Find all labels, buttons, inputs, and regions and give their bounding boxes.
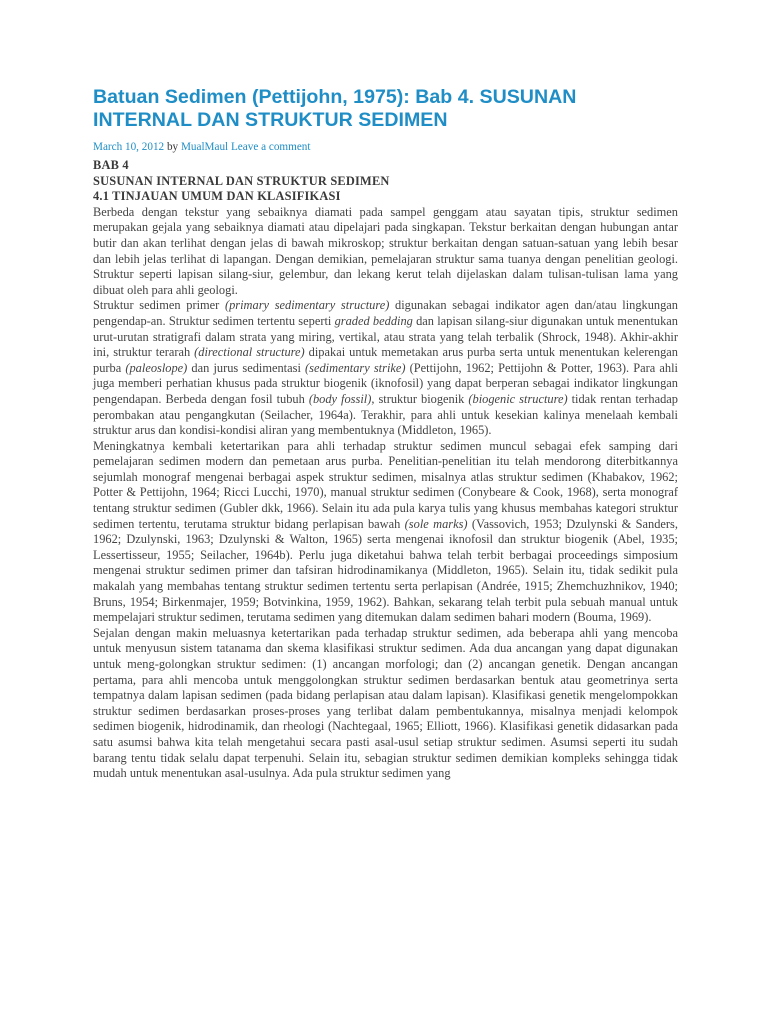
text-run: tidak rentan terhadap perombakan atau pengangkutan (Seilacher, 1964a). Terakhir, para ahli untuk kesekian kalinya menelaah kembali struktur arus dan kondisi-kondisi aliran yang membentuknya (Middleton, 1965). xyxy=(93,391,679,438)
italic-term: (paleoslope) xyxy=(125,360,188,375)
paragraph xyxy=(93,298,678,438)
author-link[interactable]: MualMaul xyxy=(180,141,229,153)
italic-term: (primary sedimentary structure) xyxy=(224,298,390,313)
leave-comment-link[interactable]: Leave a comment xyxy=(230,141,311,153)
text-run: Struktur sedimen primer xyxy=(93,298,225,313)
italic-term: graded bedding xyxy=(334,313,413,328)
post-meta xyxy=(93,140,678,154)
post-date-link[interactable]: March 10, 2012 xyxy=(93,141,165,153)
text-run: dan jurus sedimentasi xyxy=(187,360,306,375)
italic-term: (body fossil) xyxy=(308,391,372,406)
paragraph xyxy=(93,205,678,299)
text-run: Meningkatnya kembali ketertarikan para ahli terhadap struktur sedimen muncul sebagai efek samping dari pemelajaran sedimen modern dan pemetaan arus purba. Penelitian-penelitian itu telah mendorong diterbitkannya sejumlah monograf mengenai berbagai aspek struktur sedimen, misalnya atlas struktur sedimen (Khabakov, 1962; Potter & Pettijohn, 1964; Ricci Lucchi, 1970), manual struktur sedimen (Conybeare & Cook, 1968), serta monograf tentang struktur sedimen (Gubler dkk, 1966). Selain itu ada pula karya tulis yang khusus membahas kategori struktur sedimen tertentu, terutama struktur bidang perlapisan bawah xyxy=(93,438,678,531)
chapter-title: SUSUNAN INTERNAL DAN STRUKTUR SEDIMEN xyxy=(93,173,390,188)
by-label: by xyxy=(164,141,181,153)
post-title: Batuan Sedimen (Pettijohn, 1975): Bab 4. SUSUNAN INTERNAL DAN STRUKTUR SEDIMEN xyxy=(93,86,577,131)
text-run: , struktur biogenik xyxy=(371,391,469,406)
text-run: (Pettijohn, 1962; Pettijohn & Potter, 1963). Para ahli juga memberi perhatian khusus pada struktur biogenik (iknofosil) yang dapat berperan sebagai indikator lingkungan pengendapan. Berbeda dengan fosil tubuh xyxy=(93,360,678,406)
article xyxy=(93,86,678,782)
paragraph xyxy=(93,626,678,782)
italic-term: (sedimentary strike) xyxy=(305,360,406,375)
text-run: digunakan sebagai indikator agen dan/atau lingkungan pengendap-an. Struktur sedimen tertentu seperti xyxy=(93,298,679,328)
text-run: Sejalan dengan makin meluasnya ketertarikan pada terhadap struktur sedimen, ada beberapa ahli yang mencoba untuk menyusun sistem tatanama dan skema klasifikasi struktur sedimen. Ada dua ancangan yang dapat digunakan untuk meng-golongkan struktur sedimen: (1) ancangan morfologi; dan (2) ancangan genetik. Dengan ancangan pertama, para ahli mencoba untuk menggolongkan struktur sedimen berdasarkan bentuk atau geometrinya serta tempatnya dalam lapisan sedimen (pada bidang perlapisan atau dalam lapisan). Klasifikasi genetik mengelompokkan struktur sedimen berdasarkan proses-proses yang terlibat dalam pembentukannya, misalnya menjadi kelompok sedimen biogenik, hidrodinamik, dan rheologi (Nachtegaal, 1965; Elliott, 1966). Klasifikasi genetik didasarkan pada satu asumsi bahwa kita telah mengetahui secara pasti asal-usul setiap struktur sedimen. Asumsi seperti itu sudah barang tentu tidak selalu dapat terpenuhi. Selain itu, sebagian struktur sedimen demikian kompleks sehingga tidak mudah untuk menentukan asal-usulnya. Ada pula struktur sedimen yang xyxy=(93,625,678,781)
text-run: Berbeda dengan tekstur yang sebaiknya diamati pada sampel genggam atau sayatan tipis, struktur sedimen merupakan gejala yang sebaiknya diamati atau dipelajari pada singkapan. Tekstur berkaitan dengan hubungan antar butir dan akan terlihat dengan jelas di bawah mikroskop; struktur berkaitan dengan satuan-satuan yang lebih besar dan lebih jelas terlihat di lapangan. Dengan demikian, pemelajaran struktur sama tuanya dengan penelitian geologi. Struktur seperti lapisan silang-siur, gelembur, dan lekang kerut telah dijelaskan dalam tulisan-tulisan lama yang dibuat oleh para ahli geologi. xyxy=(93,204,678,297)
section-title: 4.1 TINJAUAN UMUM DAN KLASIFIKASI xyxy=(93,189,341,204)
text-run: (Vassovich, 1953; Dzulynski & Sanders, 1962; Dzulynski, 1963; Dzulynski & Walton, 1965) serta mengenai iknofosil dan struktur biogenik (Abel, 1935; Lessertisseur, 1955; Seilacher, 1964b). Perlu juga diketahui bahwa telah terbit berbagai proceedings simposium mengenai struktur sedimen primer dan tafsiran hidrodinamikanya (Middleton, 1965). Selain itu, tidak sedikit pula makalah yang membahas tentang struktur sedimen tertentu serta perlapisan (Andrée, 1915; Zhemchuzhnikov, 1940; Bruns, 1954; Birkenmajer, 1959; Botvinkina, 1959, 1962). Bahkan, sekarang telah terbit pula sebuah manual untuk mempelajari struktur sedimen, terutama sedimen yang ditemukan dalam sedimen bahari modern (Bouma, 1969). xyxy=(93,516,678,625)
italic-term: (biogenic structure) xyxy=(468,391,568,406)
text-run: dan lapisan silang-siur digunakan untuk menentukan urut-urutan stratigrafi dalam strata yang miring, vertikal, atau strata yang telah terbalik (Shrock, 1948). Akhir-akhir ini, struktur terarah xyxy=(93,313,678,360)
italic-term: (directional structure) xyxy=(194,345,305,360)
italic-term: (sole marks) xyxy=(404,516,468,531)
text-run: dipakai untuk memetakan arus purba serta untuk menentukan kelerengan purba xyxy=(93,345,678,375)
chapter-label: BAB 4 xyxy=(93,158,129,172)
paragraph xyxy=(93,439,678,626)
